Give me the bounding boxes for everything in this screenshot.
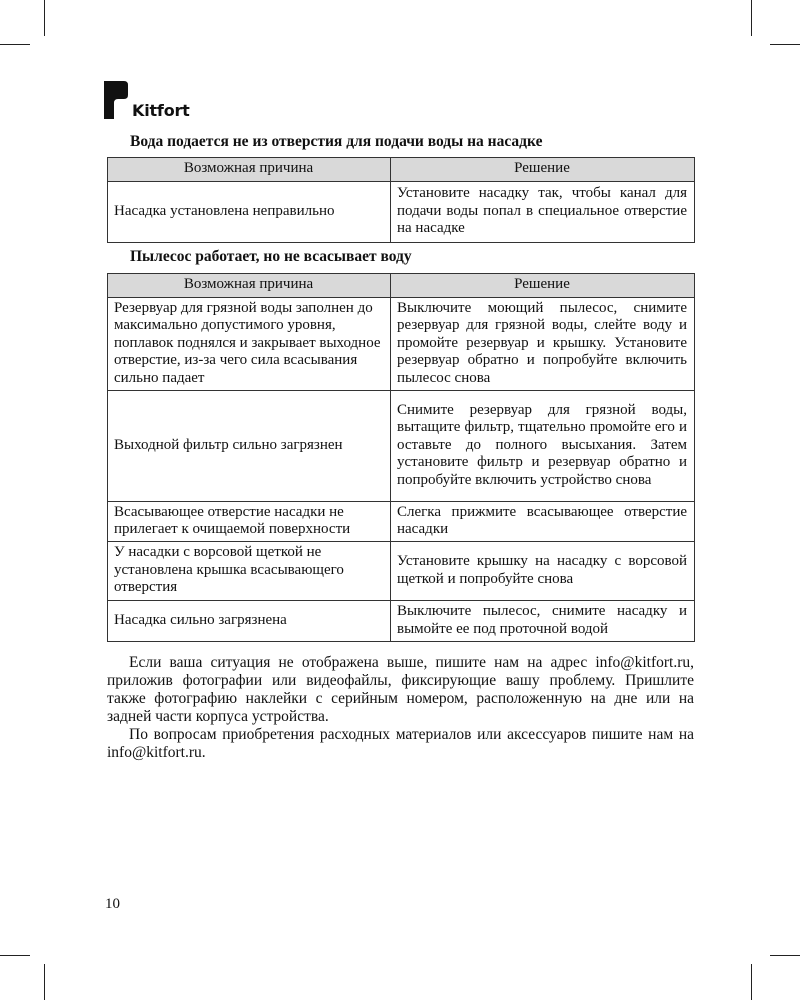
troubleshooting-table-2 — [107, 273, 695, 642]
cause-cell: Выходной фильтр сильно загрязнен — [108, 391, 391, 502]
table-row — [108, 298, 695, 391]
crop-mark — [770, 44, 800, 45]
solution-cell: Установите насадку так, чтобы канал для подачи воды попал в специальное отверстие на насадке — [391, 182, 695, 243]
cause-cell: Насадка сильно загрязнена — [108, 601, 391, 642]
solution-cell: Снимите резервуар для грязной воды, вытащите фильтр, тщательно промойте его и оставьте до полного высыхания. Затем установите фильтр и резервуар обратно и попробуйте включить устройство снова — [391, 391, 695, 502]
crop-mark — [0, 44, 30, 45]
solution-cell: Установите крышку на насадку с ворсовой щеткой и попробуйте снова — [391, 542, 695, 601]
table-header-row — [108, 274, 695, 298]
crop-mark — [751, 964, 752, 1000]
cause-cell: Насадка установлена неправильно — [108, 182, 391, 243]
section-2-title: Пылесос работает, но не всасывает воду — [130, 248, 412, 265]
paragraph-accessories: По вопросам приобретения расходных материалов или аксессуаров пишите нам на info@kitfort.ru. — [107, 726, 694, 761]
header-cause: Возможная причина — [108, 158, 391, 182]
crop-mark — [751, 0, 752, 36]
table-row — [108, 542, 695, 601]
crop-mark — [44, 964, 45, 1000]
crop-mark — [770, 955, 800, 956]
table-row — [108, 502, 695, 542]
contact-info-text — [107, 654, 694, 762]
table-row — [108, 182, 695, 243]
table-row — [108, 391, 695, 502]
solution-cell: Слегка прижмите всасывающее отверстие насадки — [391, 502, 695, 542]
brand-name: Kitfort — [132, 101, 190, 120]
page-number: 10 — [105, 896, 120, 912]
solution-cell: Выключите пылесос, снимите насадку и вымойте ее под проточной водой — [391, 601, 695, 642]
header-solution: Решение — [391, 274, 695, 298]
kitfort-logo-icon — [104, 81, 128, 119]
table-header-row — [108, 158, 695, 182]
brand-logo — [104, 81, 294, 121]
crop-mark — [0, 955, 30, 956]
header-cause: Возможная причина — [108, 274, 391, 298]
cause-cell: Всасывающее отверстие насадки не прилегает к очищаемой поверхности — [108, 502, 391, 542]
crop-mark — [44, 0, 45, 36]
cause-cell: Резервуар для грязной воды заполнен до максимально допустимого уровня, поплавок поднялся и закрывает выходное отверстие, из-за чего сила всасывания сильно падает — [108, 298, 391, 391]
troubleshooting-table-1 — [107, 157, 695, 243]
solution-cell: Выключите моющий пылесос, снимите резервуар для грязной воды, слейте воду и промойте резервуар и крышку. Установите резервуар обратно и попробуйте включить пылесос снова — [391, 298, 695, 391]
cause-cell: У насадки с ворсовой щеткой не установлена крышка всасывающего отверстия — [108, 542, 391, 601]
header-solution: Решение — [391, 158, 695, 182]
paragraph-contact: Если ваша ситуация не отображена выше, пишите нам на адрес info@kitfort.ru, приложив фотографии или видеофайлы, фиксирующие вашу проблему. Пришлите также фотографию наклейки с серийным номером, расположенную на дне или на задней части корпуса устройства. — [107, 654, 694, 725]
table-row — [108, 601, 695, 642]
section-1-title: Вода подается не из отверстия для подачи воды на насадке — [130, 133, 543, 150]
